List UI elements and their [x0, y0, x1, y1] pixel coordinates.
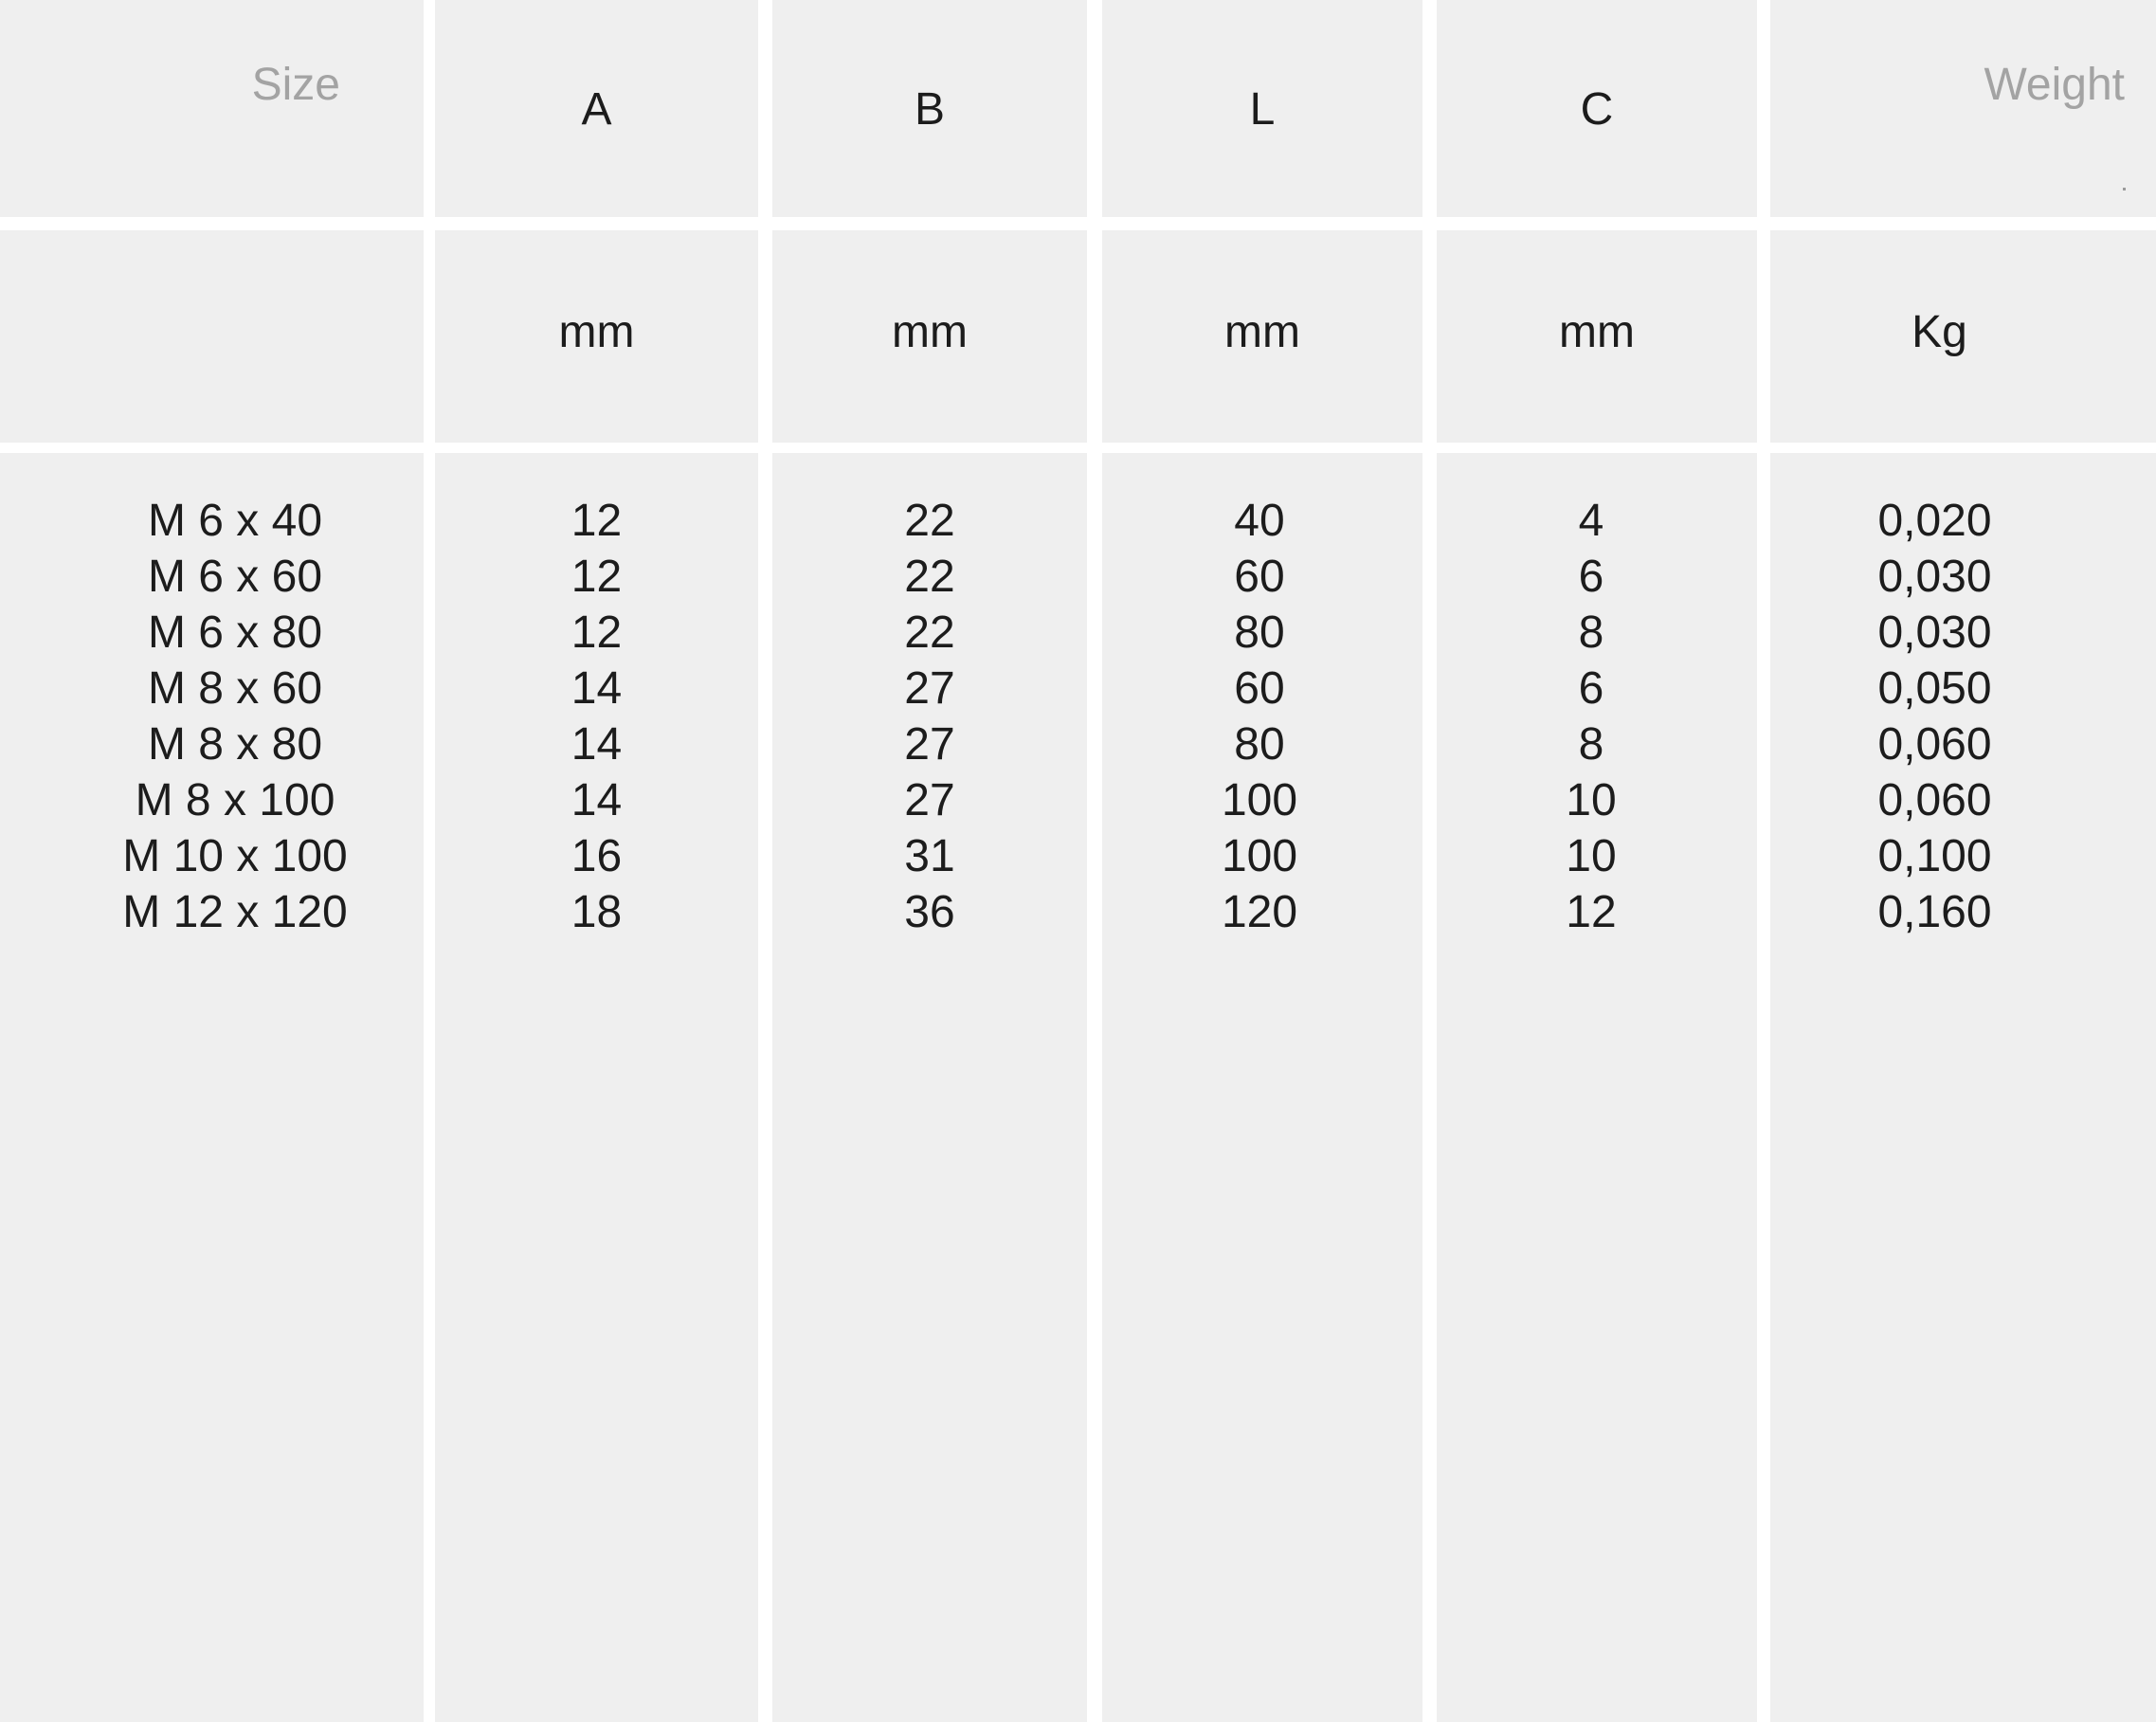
- a-values: [435, 498, 758, 946]
- l-cell: 60: [1234, 552, 1285, 602]
- a-cell: 12: [571, 607, 623, 658]
- c-cell: 6: [1578, 663, 1604, 714]
- c-cell: 8: [1578, 719, 1604, 770]
- header-cell-weight: [1770, 0, 2156, 217]
- weight-cell: 0,050: [1877, 663, 1992, 714]
- unit-b: mm: [892, 307, 968, 357]
- data-column-weight: [1770, 453, 2156, 1722]
- weight-cell: 0,030: [1877, 607, 1992, 658]
- a-cell: 16: [571, 831, 623, 881]
- a-cell: 14: [571, 719, 623, 770]
- size-cell: M 8 x 80: [147, 719, 323, 770]
- size-cell: M 8 x 60: [147, 663, 323, 714]
- l-cell: 80: [1234, 607, 1285, 658]
- c-cell: 12: [1566, 887, 1617, 937]
- data-column-a: [435, 453, 758, 1722]
- a-cell: 14: [571, 775, 623, 825]
- weight-cell: 0,100: [1877, 831, 1992, 881]
- unit-c: mm: [1559, 307, 1635, 357]
- unit-cell-b: [772, 230, 1087, 443]
- data-column-c: [1437, 453, 1757, 1722]
- header-a: A: [581, 84, 612, 135]
- size-values: [0, 498, 470, 946]
- c-cell: 10: [1566, 775, 1617, 825]
- a-cell: 12: [571, 496, 623, 546]
- unit-l: mm: [1224, 307, 1300, 357]
- size-cell: M 6 x 60: [147, 552, 323, 602]
- weight-cell: 0,060: [1877, 775, 1992, 825]
- data-column-b: [772, 453, 1087, 1722]
- c-cell: 10: [1566, 831, 1617, 881]
- weight-values: [1770, 498, 2099, 946]
- l-cell: 120: [1221, 887, 1298, 937]
- weight-cell: 0,160: [1877, 887, 1992, 937]
- size-cell: M 6 x 80: [147, 607, 323, 658]
- b-cell: 22: [904, 607, 955, 658]
- data-column-size: [0, 453, 424, 1722]
- unit-a: mm: [558, 307, 635, 357]
- header-cell-a: [435, 0, 758, 217]
- unit-cell-c: [1437, 230, 1757, 443]
- header-cell-c: [1437, 0, 1757, 217]
- weight-cell: 0,020: [1877, 496, 1992, 546]
- header-cell-b: [772, 0, 1087, 217]
- c-cell: 8: [1578, 607, 1604, 658]
- c-cell: 6: [1578, 552, 1604, 602]
- header-cell-l: [1102, 0, 1422, 217]
- b-cell: 22: [904, 496, 955, 546]
- size-cell: M 12 x 120: [122, 887, 348, 937]
- l-cell: 100: [1221, 831, 1298, 881]
- l-cell: 100: [1221, 775, 1298, 825]
- a-cell: 18: [571, 887, 623, 937]
- header-size: Size: [251, 60, 340, 110]
- weight-cell: 0,060: [1877, 719, 1992, 770]
- b-cell: 27: [904, 775, 955, 825]
- header-cell-size: [0, 0, 424, 217]
- unit-cell-a: [435, 230, 758, 443]
- b-cell: 27: [904, 663, 955, 714]
- unit-cell-weight: [1770, 230, 2156, 443]
- header-l: L: [1249, 84, 1276, 135]
- l-cell: 40: [1234, 496, 1285, 546]
- speck-mark: [2123, 188, 2126, 190]
- c-values: [1425, 498, 1757, 946]
- l-cell: 60: [1234, 663, 1285, 714]
- a-cell: 12: [571, 552, 623, 602]
- l-values: [1096, 498, 1422, 946]
- l-cell: 80: [1234, 719, 1285, 770]
- weight-cell: 0,030: [1877, 552, 1992, 602]
- b-cell: 22: [904, 552, 955, 602]
- c-cell: 4: [1578, 496, 1604, 546]
- size-cell: M 10 x 100: [122, 831, 348, 881]
- size-cell: M 8 x 100: [135, 775, 335, 825]
- a-cell: 14: [571, 663, 623, 714]
- header-weight: Weight: [1984, 60, 2125, 110]
- b-cell: 36: [904, 887, 955, 937]
- unit-weight: Kg: [1911, 307, 1967, 357]
- b-values: [772, 498, 1087, 946]
- header-c: C: [1580, 84, 1614, 135]
- b-cell: 27: [904, 719, 955, 770]
- data-column-l: [1102, 453, 1422, 1722]
- b-cell: 31: [904, 831, 955, 881]
- unit-cell-l: [1102, 230, 1422, 443]
- size-cell: M 6 x 40: [147, 496, 323, 546]
- unit-cell-size: [0, 230, 424, 443]
- header-b: B: [914, 84, 945, 135]
